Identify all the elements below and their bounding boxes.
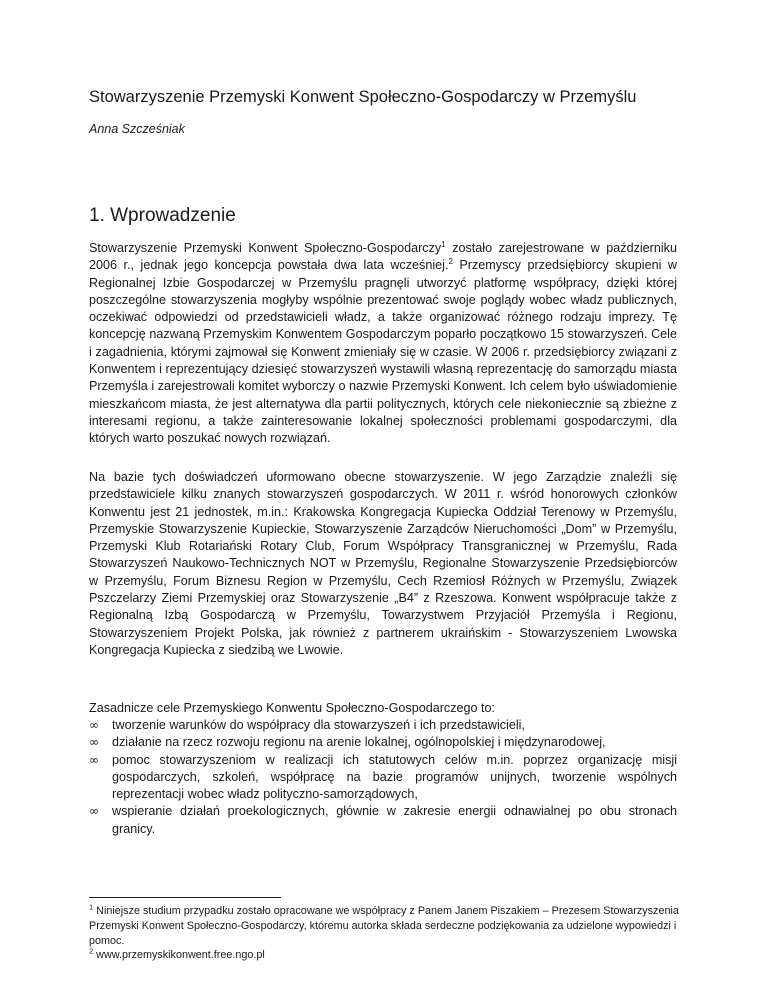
list-item-text: tworzenie warunków do współpracy dla stowarzyszeń i ich przedstawicieli, xyxy=(112,718,525,732)
goals-intro: Zasadnicze cele Przemyskiego Konwentu Społeczno-Gospodarczego to: xyxy=(89,701,496,715)
infinity-bullet-icon: ∞ xyxy=(89,718,99,732)
footnote-url[interactable]: www.przemyskikonwent.free.ngo.pl xyxy=(93,949,265,962)
infinity-bullet-icon: ∞ xyxy=(89,804,99,819)
footnote-divider xyxy=(89,897,281,898)
list-item xyxy=(89,752,677,804)
paragraph-members: Na bazie tych doświadczeń uformowano obecne stowarzyszenie. W jego Zarządzie znaleźli się przedstawiciele kilku znanych stowarzyszeń gospodarczych. W 2011 r. wśród honorowych członków Konwentu jest 21 jednostek, m.in.: Krakowska Kongregacja Kupiecka Oddział Terenowy w Przemyślu, Przemyskie Stowarzyszenie Kupieckie, Stowarzyszenie Zarządców Nieruchomości „Dom” w Przemyślu, Przemyski Klub Rotariański Rotary Club, Forum Współpracy Transgranicznej w Przemyślu, Rada Stowarzyszeń Naukowo-Technicznych NOT w Przemyślu, Regionalne Stowarzyszenie Przedsiębiorców w Przemyślu, Forum Biznesu Region w Przemyślu, Cech Rzemiosł Różnych w Przemyślu, Związek Pszczelarzy Ziemi Przemyskiej oraz Stowarzyszenie „B4” z Rzeszowa. Konwent współpracuje także z Regionalną Izbą Gospodarczą w Przemyślu, Towarzystwem Przyjaciół Przemyśla i Regionu, Stowarzyszeniem Projekt Polska, jak również z partnerem ukraińskim - Stowarzyszeniem Lwowska Kongregacja Kupiecka z siedzibą we Lwowie. xyxy=(89,470,677,657)
paragraph-text: Przemyscy przedsiębiorcy skupieni w Regionalnej Izbie Gospodarczej w Przemyślu pragnęli utworzyć platformę współpracy, dzięki której poszczególne stowarzyszenia mogłyby wspólnie prezentować swoje poglądy wobec władz publicznych, oczekiwać odpowiedzi od przedstawicieli władz, a także organizować różnego rodzaju imprezy. Tę koncepcję nazwaną Przemyskim Konwentem Gospodarczym poparło początkowo 15 stowarzyszeń. Cele i zagadnienia, którymi zajmował się Konwent zmieniały się w czasie. W 2006 r. przedsiębiorcy związani z Konwentem i reprezentujący dziesięć stowarzyszeń wystawili własną reprezentację do samorządu miasta Przemyśla i zarejestrowali komitet wyborczy o nazwie Przemyski Konwent. Ich celem było uświadomienie mieszkańcom miasta, że jest alternatywa dla partii politycznych, których cele niekoniecznie są zbieżne z interesami regionu, a także zainteresowanie lokalnej społeczności problemami gospodarczymi, dla których warto poszukać nowych rozwiązań. xyxy=(89,258,677,446)
footnote-text: Niniejsze studium przypadku zostało opracowane we współpracy z Panem Janem Piszakiem – Prezesem Stowarzyszenia Przemyski Konwent Społeczno-Gospodarczy, któremu autorka składa serdeczne podziękowania za udzielone wypowiedzi i pomoc. xyxy=(89,905,679,947)
list-item-text: pomoc stowarzyszeniom w realizacji ich statutowych celów m.in. poprzez organizację misji gospodarczych, szkoleń, współpracę na bazie programów unijnych, tworzenie wspólnych reprezentacji wobec władz polityczno-samorządowych, xyxy=(112,752,677,802)
footnotes xyxy=(89,904,689,963)
list-item xyxy=(89,803,677,838)
document-title: Stowarzyszenie Przemyski Konwent Społeczno-Gospodarczy w Przemyślu xyxy=(89,88,637,106)
section-heading: 1. Wprowadzenie xyxy=(89,205,236,226)
footnote-number: 1 xyxy=(89,902,94,912)
footnote-ref-2[interactable]: 2 xyxy=(448,257,453,267)
author-name: Anna Szcześniak xyxy=(89,122,185,136)
infinity-bullet-icon: ∞ xyxy=(89,735,99,750)
footnote-1 xyxy=(89,904,689,948)
goals-list xyxy=(89,717,677,838)
list-item xyxy=(89,734,677,751)
list-item xyxy=(89,717,677,734)
paragraph-intro xyxy=(89,240,677,448)
paragraph-text: Stowarzyszenie Przemyski Konwent Społeczno-Gospodarczy xyxy=(89,241,442,255)
footnote-ref-1[interactable]: 1 xyxy=(441,239,446,249)
list-item-text: działanie na rzecz rozwoju regionu na arenie lokalnej, ogólnopolskiej i międzynarodowej, xyxy=(112,735,606,750)
footnote-number: 2 xyxy=(89,946,94,956)
paragraph-text: zostało zarejestrowane w październiku 2006 r., jednak jego koncepcja powstała dwa lata wcześniej. xyxy=(89,241,677,273)
list-item-text: wspieranie działań proekologicznych, głównie w zakresie energii odnawialnej po obu stronach granicy. xyxy=(112,804,677,836)
footnote-2 xyxy=(89,948,689,963)
infinity-bullet-icon: ∞ xyxy=(89,752,99,767)
